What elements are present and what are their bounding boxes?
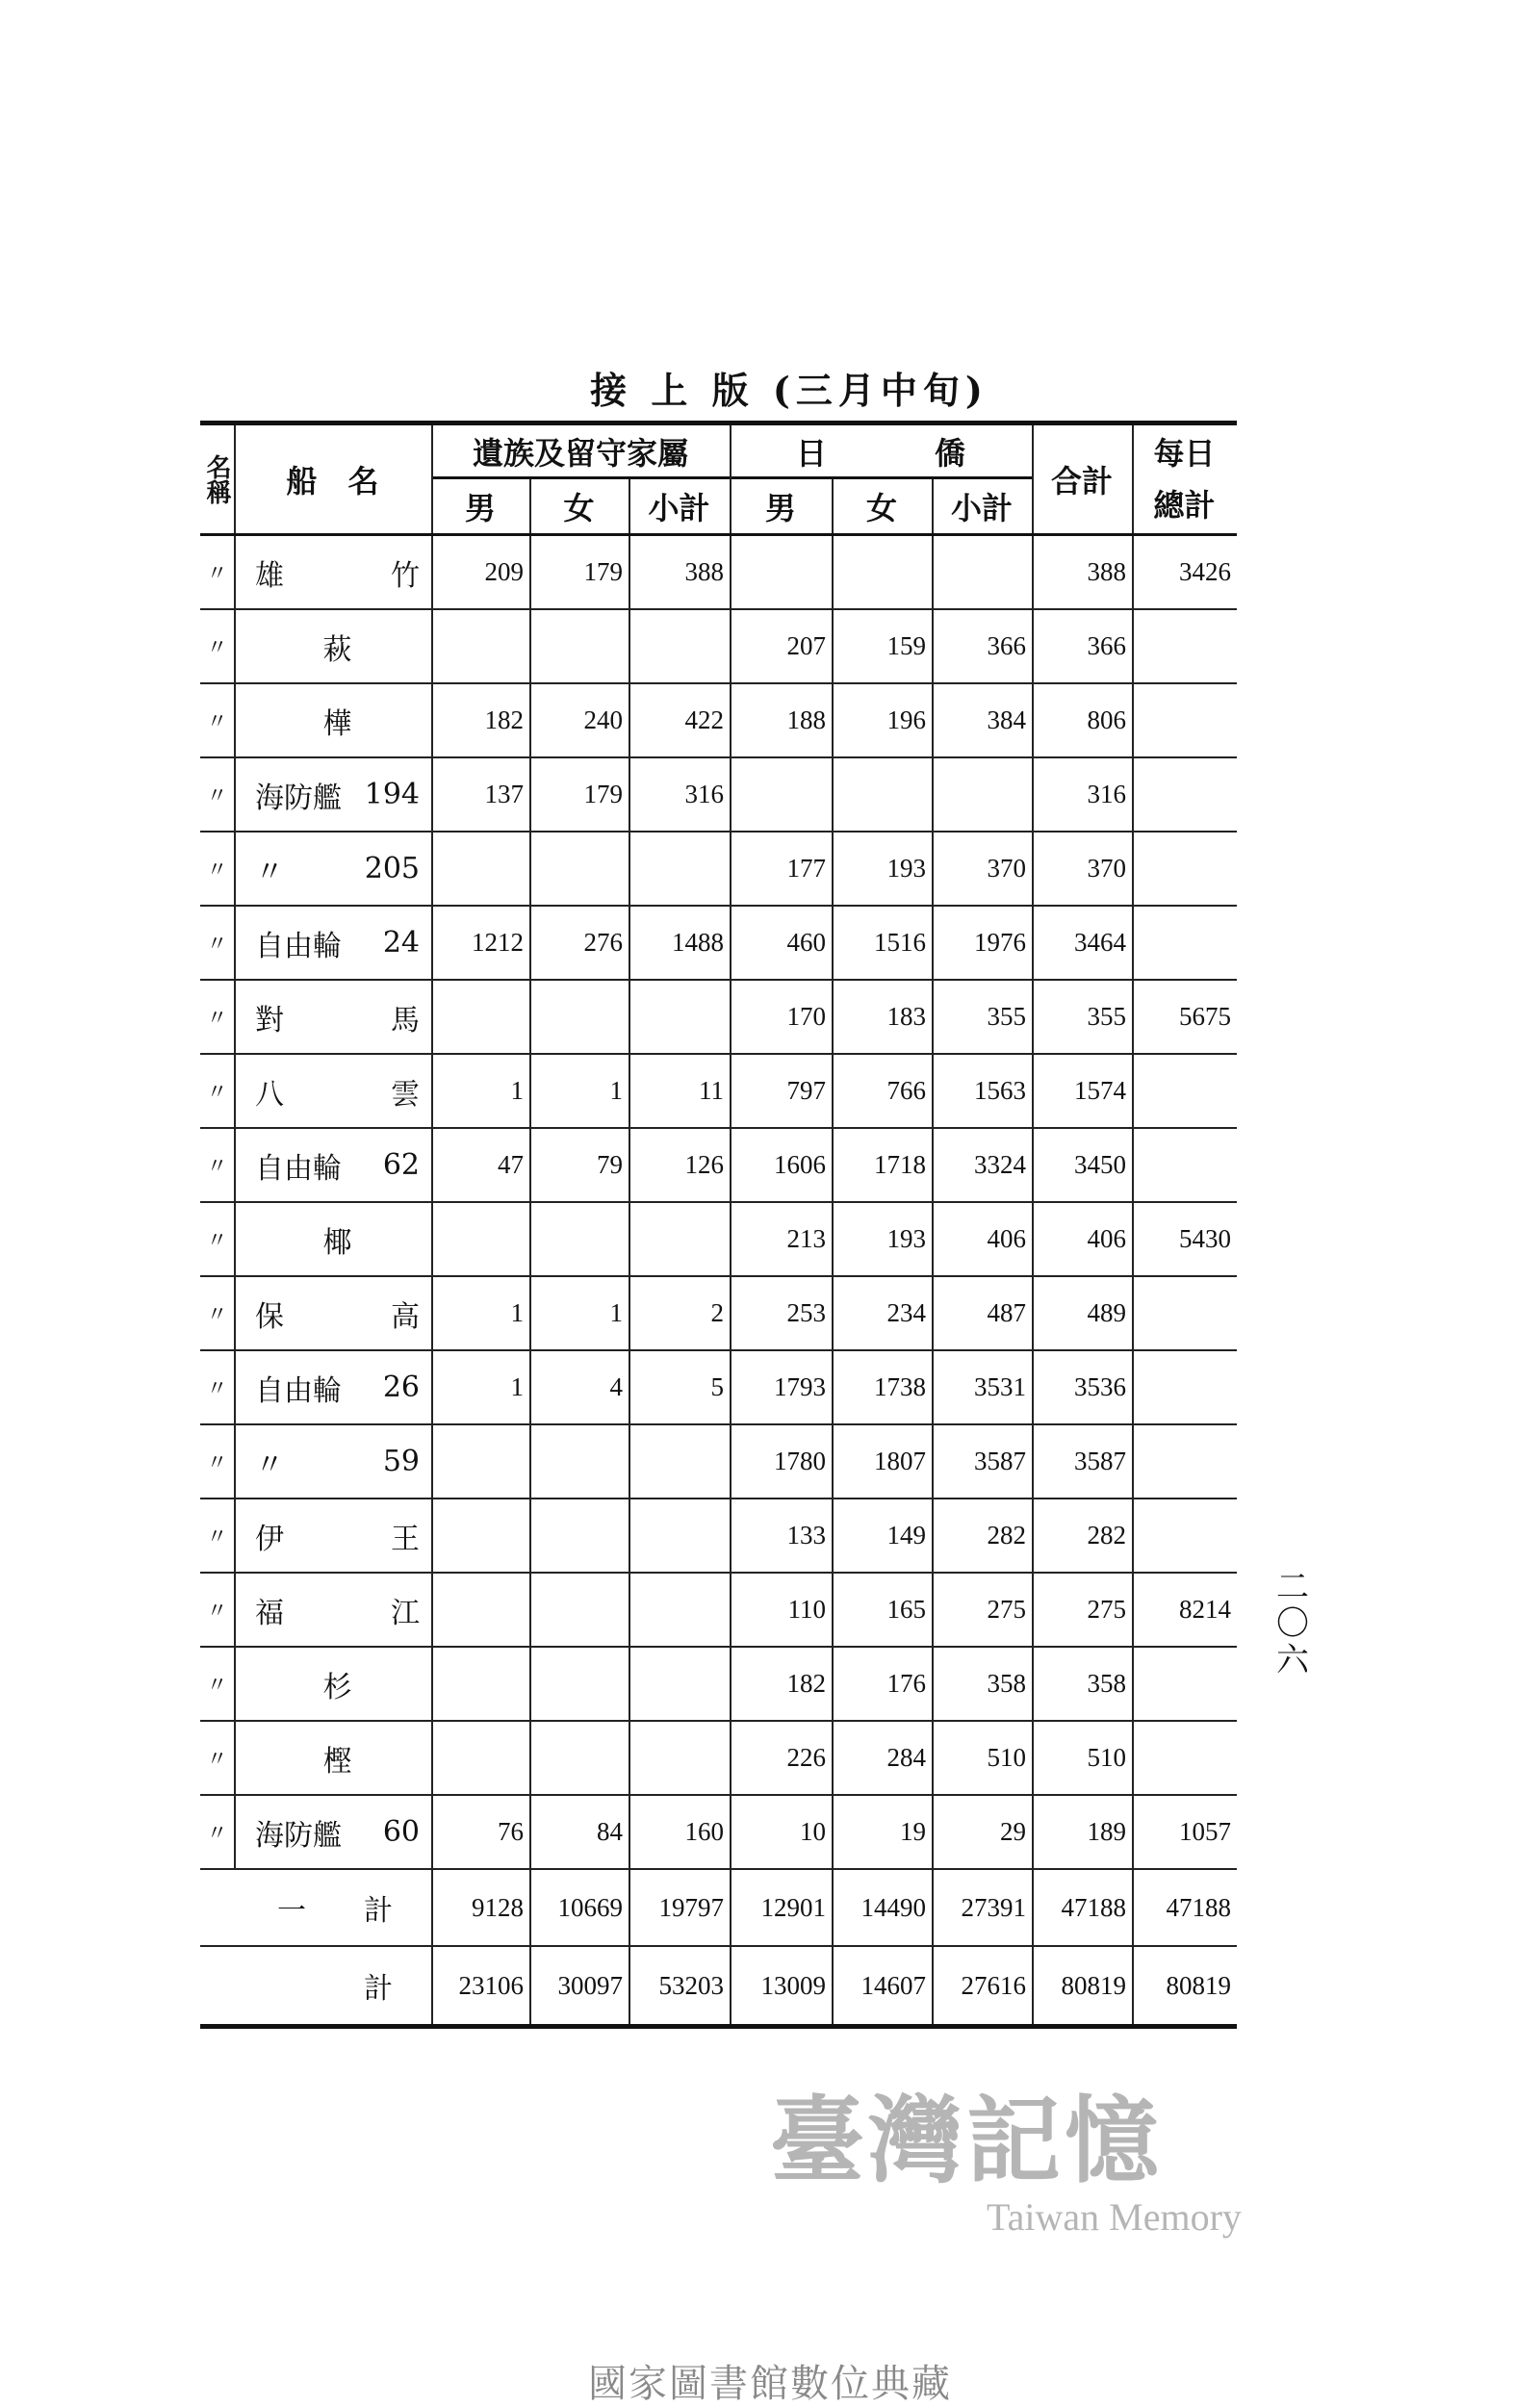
value-cell: 177 [730,833,832,905]
value-cell: 29 [932,1796,1032,1868]
value-cell: 253 [730,1277,832,1349]
value-cell: 1212 [431,907,529,979]
value-cell: 406 [1032,1203,1132,1275]
value-cell: 80819 [1132,1947,1237,2024]
footer-credit: 國家圖書館數位典藏 [588,2362,952,2406]
value-cell [1132,1648,1237,1720]
value-cell: 11 [629,1055,730,1127]
value-cell: 160 [629,1796,730,1868]
value-cell: 422 [629,684,730,756]
value-cell: 806 [1032,684,1132,756]
ship-name-part: 保 [255,1299,284,1334]
value-cell: 5430 [1132,1203,1237,1275]
value-cell: 3587 [1032,1425,1132,1498]
value-cell: 355 [932,981,1032,1053]
ship-name-part: 福 [255,1596,284,1630]
ship-name-cell [234,610,431,682]
value-cell: 176 [832,1648,932,1720]
value-cell [431,1499,529,1572]
value-cell: 489 [1032,1277,1132,1349]
ditto-mark: 〃 [206,1748,228,1772]
ship-name-part: 205 [364,852,420,885]
value-cell: 14607 [832,1947,932,2024]
value-cell: 388 [629,536,730,608]
value-cell: 196 [832,684,932,756]
ship-name-cell [234,833,431,905]
value-cell [1132,758,1237,831]
ship-name-part: 59 [382,1445,420,1478]
value-cell [431,1648,529,1720]
value-cell [529,1203,629,1275]
value-cell: 27616 [932,1947,1032,2024]
value-cell: 183 [832,981,932,1053]
value-cell [730,536,832,608]
value-cell: 366 [1032,610,1132,682]
value-cell: 159 [832,610,932,682]
value-cell [629,1203,730,1275]
value-cell: 30097 [529,1947,629,2024]
value-cell [832,758,932,831]
value-cell: 76 [431,1796,529,1868]
table-row [200,1499,1237,1574]
ship-name-cell [234,981,431,1053]
value-cell: 189 [1032,1796,1132,1868]
value-cell: 3324 [932,1129,1032,1201]
value-cell: 213 [730,1203,832,1275]
value-cell: 355 [1032,981,1132,1053]
value-cell: 179 [529,758,629,831]
ship-name-part: 〃 [255,855,284,889]
ship-name-part: 26 [382,1371,420,1404]
ship-name-part: 雲 [391,1077,420,1112]
value-cell: 1 [431,1351,529,1423]
header-g2-male: 男 [764,490,796,526]
ship-name-part: 椰 [322,1225,352,1260]
value-cell: 1 [529,1277,629,1349]
value-cell [832,536,932,608]
value-cell [1132,1351,1237,1423]
value-cell: 316 [629,758,730,831]
value-cell: 182 [730,1648,832,1720]
value-cell: 149 [832,1499,932,1572]
table-body [200,536,1237,2024]
value-cell: 53203 [629,1947,730,2024]
value-cell [431,833,529,905]
ditto-mark: 〃 [206,1081,228,1105]
ditto-mark: 〃 [206,784,228,808]
ship-name-part: 江 [391,1596,420,1630]
value-cell: 165 [832,1574,932,1646]
value-cell: 1 [529,1055,629,1127]
table-row [200,1722,1237,1796]
value-cell: 510 [932,1722,1032,1794]
ship-name-part: 竹 [391,558,420,593]
value-cell [529,1648,629,1720]
ship-name-cell [234,1499,431,1572]
value-cell: 193 [832,833,932,905]
ship-name-part: 一 [277,1894,306,1928]
ship-name-cell [234,1351,431,1423]
value-cell: 3450 [1032,1129,1132,1201]
value-cell: 275 [1032,1574,1132,1646]
value-cell: 182 [431,684,529,756]
ship-name-cell [234,1870,431,1945]
value-cell [529,981,629,1053]
value-cell: 19 [832,1796,932,1868]
value-cell: 12901 [730,1870,832,1945]
data-table [200,421,1237,2029]
watermark-cn: 臺灣記憶 [770,2086,1164,2196]
value-cell [1132,1722,1237,1794]
value-cell: 110 [730,1574,832,1646]
ship-name-part: 海防艦 [255,781,342,815]
value-cell [629,1648,730,1720]
ditto-mark: 〃 [206,636,228,660]
header-g1-subtotal: 小計 [648,490,710,526]
ship-name-cell [234,1574,431,1646]
table-row [200,536,1237,610]
ship-name-cell [234,1425,431,1498]
value-cell: 1057 [1132,1796,1237,1868]
ship-name-part: 自由輪 [255,1373,342,1408]
table-row [200,907,1237,981]
ship-name-part: 樫 [322,1744,352,1779]
value-cell: 47 [431,1129,529,1201]
watermark-en: Taiwan Memory [987,2195,1242,2239]
ship-name-part: 樺 [322,706,352,741]
table-row [200,1055,1237,1129]
ship-name-cell [234,1129,431,1201]
value-cell: 240 [529,684,629,756]
ditto-mark: 〃 [206,1007,228,1031]
value-cell [529,1425,629,1498]
value-cell: 510 [1032,1722,1132,1794]
table-header [200,425,1237,536]
ditto-mark: 〃 [206,1229,228,1253]
value-cell: 1976 [932,907,1032,979]
value-cell: 370 [932,833,1032,905]
header-bereaved-families: 遺族及留守家屬 [431,425,730,479]
ditto-mark: 〃 [206,1600,228,1624]
ditto-mark: 〃 [206,1822,228,1846]
value-cell: 234 [832,1277,932,1349]
value-cell: 1718 [832,1129,932,1201]
ship-name-cell [234,1203,431,1275]
value-cell: 1780 [730,1425,832,1498]
ship-name-part: 八 [255,1077,284,1112]
ship-name-cell [234,1648,431,1720]
ditto-mark: 〃 [206,1674,228,1698]
table-row [200,758,1237,833]
ship-name-part: 對 [255,1003,284,1037]
ship-name-part: 〃 [255,1447,284,1482]
value-cell: 126 [629,1129,730,1201]
value-cell [629,981,730,1053]
value-cell [629,1722,730,1794]
value-cell: 1516 [832,907,932,979]
value-cell [629,1574,730,1646]
ship-name-part: 62 [382,1148,420,1182]
value-cell: 19797 [629,1870,730,1945]
header-daily-total: 每日總計 [1153,435,1216,524]
ditto-mark: 〃 [206,1303,228,1327]
value-cell: 1 [431,1055,529,1127]
ship-name-part: 自由輪 [255,929,342,963]
value-cell: 388 [1032,536,1132,608]
table-row [200,1351,1237,1425]
value-cell [529,1499,629,1572]
value-cell: 370 [1032,833,1132,905]
page-number: 二〇六 [1276,1568,1309,1679]
value-cell [1132,1055,1237,1127]
value-cell: 487 [932,1277,1032,1349]
table-row [200,610,1237,684]
ship-name-cell [234,758,431,831]
table-row [200,833,1237,907]
table-row [200,1574,1237,1648]
ship-name-part: 高 [391,1299,420,1334]
value-cell: 84 [529,1796,629,1868]
value-cell [529,610,629,682]
value-cell [431,981,529,1053]
value-cell: 5675 [1132,981,1237,1053]
value-cell: 282 [1032,1499,1132,1572]
table-row [200,1129,1237,1203]
value-cell [629,1499,730,1572]
ditto-mark: 〃 [206,710,228,734]
value-cell [932,536,1032,608]
ship-name-part: 自由輪 [255,1151,342,1186]
ship-name-cell [234,1277,431,1349]
ditto-mark: 〃 [206,933,228,957]
value-cell: 193 [832,1203,932,1275]
value-cell: 460 [730,907,832,979]
value-cell: 27391 [932,1870,1032,1945]
value-cell [932,758,1032,831]
ship-name-cell [234,1947,431,2024]
ship-name-part: 馬 [391,1003,420,1037]
value-cell: 1563 [932,1055,1032,1127]
value-cell: 9128 [431,1870,529,1945]
value-cell [629,1425,730,1498]
table-row [200,1203,1237,1277]
header-ship-name: 船 名 [286,463,379,500]
value-cell [629,833,730,905]
value-cell: 3587 [932,1425,1032,1498]
table-row [200,1425,1237,1499]
value-cell: 358 [932,1648,1032,1720]
ship-name-part: 雄 [255,558,284,593]
table-row [200,684,1237,758]
value-cell [431,1722,529,1794]
value-cell: 1738 [832,1351,932,1423]
value-cell: 3464 [1032,907,1132,979]
value-cell [431,1574,529,1646]
ditto-mark: 〃 [206,562,228,586]
value-cell: 8214 [1132,1574,1237,1646]
value-cell [730,758,832,831]
value-cell: 133 [730,1499,832,1572]
value-cell [1132,833,1237,905]
value-cell [1132,610,1237,682]
value-cell: 79 [529,1129,629,1201]
value-cell: 2 [629,1277,730,1349]
header-g1-female: 女 [563,490,595,526]
value-cell: 282 [932,1499,1032,1572]
value-cell: 3426 [1132,536,1237,608]
page-title: 接 上 版 (三月中旬) [590,369,988,412]
value-cell [1132,1425,1237,1498]
value-cell [529,1722,629,1794]
ship-name-part: 計 [364,1894,393,1928]
value-cell [1132,1129,1237,1201]
value-cell: 170 [730,981,832,1053]
value-cell: 10669 [529,1870,629,1945]
value-cell: 23106 [431,1947,529,2024]
value-cell: 1793 [730,1351,832,1423]
ship-name-cell [234,907,431,979]
value-cell [1132,1277,1237,1349]
header-japanese-residents: 日 僑 [730,425,1032,479]
value-cell: 1606 [730,1129,832,1201]
value-cell: 207 [730,610,832,682]
value-cell: 179 [529,536,629,608]
ditto-mark: 〃 [206,858,228,883]
value-cell: 1574 [1032,1055,1132,1127]
value-cell [1132,1499,1237,1572]
ship-name-part: 194 [364,778,420,811]
value-cell [1132,684,1237,756]
table-row [200,1277,1237,1351]
header-col0: 名稱 [202,454,231,504]
ship-name-part: 伊 [255,1522,284,1556]
value-cell: 4 [529,1351,629,1423]
table-row [200,1648,1237,1722]
value-cell [431,1425,529,1498]
value-cell [529,1574,629,1646]
value-cell: 14490 [832,1870,932,1945]
value-cell: 188 [730,684,832,756]
value-cell: 276 [529,907,629,979]
ship-name-part: 海防艦 [255,1818,342,1853]
ship-name-cell [234,1796,431,1868]
value-cell: 226 [730,1722,832,1794]
value-cell [629,610,730,682]
ship-name-cell [234,684,431,756]
value-cell: 316 [1032,758,1132,831]
value-cell: 137 [431,758,529,831]
header-g2-female: 女 [865,490,897,526]
value-cell [529,833,629,905]
ship-name-cell [234,1722,431,1794]
ship-name-part: 王 [391,1522,420,1556]
value-cell: 1488 [629,907,730,979]
ship-name-part: 杉 [322,1670,352,1704]
value-cell: 366 [932,610,1032,682]
value-cell [431,1203,529,1275]
ship-name-cell [234,536,431,608]
value-cell: 3531 [932,1351,1032,1423]
value-cell: 797 [730,1055,832,1127]
value-cell: 209 [431,536,529,608]
value-cell: 10 [730,1796,832,1868]
total-row [200,1870,1237,1947]
header-g1-male: 男 [464,490,496,526]
header-total: 合計 [1050,463,1113,500]
value-cell: 384 [932,684,1032,756]
value-cell [431,610,529,682]
value-cell [1132,907,1237,979]
value-cell: 766 [832,1055,932,1127]
value-cell: 406 [932,1203,1032,1275]
value-cell: 1807 [832,1425,932,1498]
table-row [200,1796,1237,1870]
ship-name-part: 計 [364,1972,393,2006]
ship-name-part: 萩 [322,632,352,667]
ship-name-part: 60 [382,1815,420,1849]
table-row [200,981,1237,1055]
value-cell: 5 [629,1351,730,1423]
watermark [770,2088,1309,2262]
value-cell: 13009 [730,1947,832,2024]
total-row [200,1947,1237,2024]
header-g2-subtotal: 小計 [950,490,1013,526]
value-cell: 3536 [1032,1351,1132,1423]
ship-name-cell [234,1055,431,1127]
ship-name-part: 24 [382,926,420,960]
ditto-mark: 〃 [206,1525,228,1550]
ditto-mark: 〃 [206,1377,228,1401]
value-cell: 47188 [1032,1870,1132,1945]
ditto-mark: 〃 [206,1155,228,1179]
ditto-mark: 〃 [206,1451,228,1475]
value-cell: 275 [932,1574,1032,1646]
value-cell: 80819 [1032,1947,1132,2024]
value-cell: 1 [431,1277,529,1349]
value-cell: 47188 [1132,1870,1237,1945]
value-cell: 284 [832,1722,932,1794]
value-cell: 358 [1032,1648,1132,1720]
